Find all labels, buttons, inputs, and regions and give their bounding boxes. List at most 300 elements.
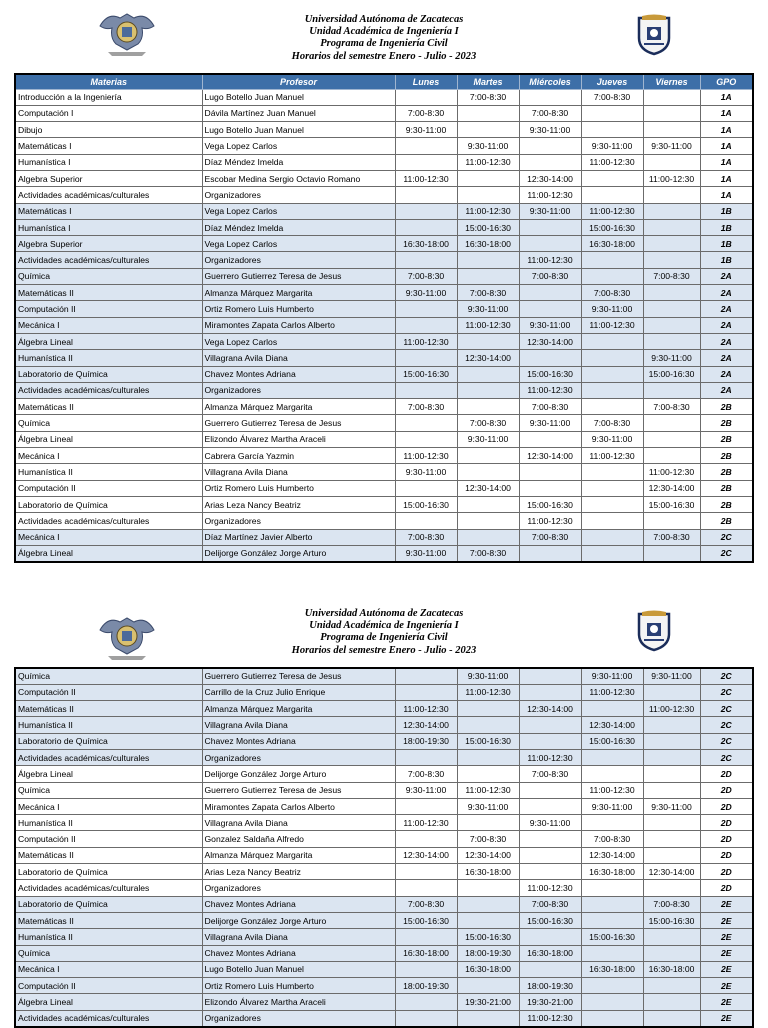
gpo-cell: 2E xyxy=(700,978,753,994)
jueves-cell xyxy=(581,978,643,994)
lunes-cell xyxy=(395,880,457,896)
table-row xyxy=(15,236,753,252)
lunes-cell xyxy=(395,798,457,814)
gpo-cell: 2E xyxy=(700,912,753,928)
materia-cell: Matemáticas I xyxy=(15,138,202,154)
lunes-cell: 18:00-19:30 xyxy=(395,978,457,994)
jueves-cell xyxy=(581,333,643,349)
gpo-cell: 1A xyxy=(700,187,753,203)
miercoles-cell: 15:00-16:30 xyxy=(519,366,581,382)
viernes-cell xyxy=(643,301,700,317)
lunes-cell: 9:30-11:00 xyxy=(395,122,457,138)
martes-cell xyxy=(457,366,519,382)
materia-cell: Matemáticas II xyxy=(15,285,202,301)
materia-cell: Mecánica I xyxy=(15,448,202,464)
materia-cell: Mecánica I xyxy=(15,317,202,333)
viernes-cell xyxy=(643,187,700,203)
viernes-cell xyxy=(643,733,700,749)
martes-cell xyxy=(457,717,519,733)
miercoles-cell: 7:00-8:30 xyxy=(519,399,581,415)
lunes-cell: 7:00-8:30 xyxy=(395,105,457,121)
lunes-cell xyxy=(395,431,457,447)
viernes-cell xyxy=(643,382,700,398)
jueves-cell xyxy=(581,480,643,496)
viernes-cell: 15:00-16:30 xyxy=(643,912,700,928)
table-row xyxy=(15,170,753,186)
lunes-cell xyxy=(395,749,457,765)
table-row xyxy=(15,994,753,1010)
lunes-cell: 7:00-8:30 xyxy=(395,268,457,284)
materia-cell: Matemáticas II xyxy=(15,399,202,415)
viernes-cell xyxy=(643,545,700,561)
martes-cell: 11:00-12:30 xyxy=(457,154,519,170)
materia-cell: Humanística I xyxy=(15,219,202,235)
lunes-cell xyxy=(395,1010,457,1026)
jueves-cell xyxy=(581,912,643,928)
viernes-cell xyxy=(643,89,700,105)
martes-cell xyxy=(457,513,519,529)
jueves-cell: 11:00-12:30 xyxy=(581,448,643,464)
table-row xyxy=(15,733,753,749)
lunes-cell xyxy=(395,154,457,170)
viernes-cell: 9:30-11:00 xyxy=(643,668,700,684)
martes-cell: 7:00-8:30 xyxy=(457,89,519,105)
document-header xyxy=(0,608,768,666)
miercoles-cell: 11:00-12:30 xyxy=(519,187,581,203)
viernes-cell: 11:00-12:30 xyxy=(643,701,700,717)
jueves-cell: 12:30-14:00 xyxy=(581,717,643,733)
viernes-cell xyxy=(643,105,700,121)
table-row xyxy=(15,496,753,512)
gpo-cell: 1A xyxy=(700,154,753,170)
jueves-cell: 11:00-12:30 xyxy=(581,203,643,219)
materia-cell: Computación II xyxy=(15,978,202,994)
gpo-cell: 1A xyxy=(700,89,753,105)
martes-cell xyxy=(457,912,519,928)
viernes-cell: 9:30-11:00 xyxy=(643,138,700,154)
table-row xyxy=(15,301,753,317)
gpo-cell: 1A xyxy=(700,105,753,121)
materia-cell: Álgebra Lineal xyxy=(15,994,202,1010)
viernes-cell xyxy=(643,929,700,945)
table-row xyxy=(15,929,753,945)
table-row xyxy=(15,912,753,928)
lunes-cell: 11:00-12:30 xyxy=(395,333,457,349)
gpo-cell: 2B xyxy=(700,399,753,415)
engineering-shield-emblem-icon xyxy=(636,610,672,652)
gpo-cell: 2B xyxy=(700,431,753,447)
profesor-cell: Vega Lopez Carlos xyxy=(202,236,395,252)
table-row xyxy=(15,268,753,284)
gpo-cell: 2D xyxy=(700,782,753,798)
martes-cell: 16:30-18:00 xyxy=(457,236,519,252)
miercoles-cell: 15:00-16:30 xyxy=(519,496,581,512)
miercoles-cell xyxy=(519,831,581,847)
table-row xyxy=(15,749,753,765)
header-university: Universidad Autónoma de Zacatecas xyxy=(304,608,464,619)
materia-cell: Actividades académicas/culturales xyxy=(15,749,202,765)
profesor-cell: Guerrero Gutierrez Teresa de Jesus xyxy=(202,415,395,431)
gpo-cell: 1B xyxy=(700,203,753,219)
profesor-cell: Chavez Montes Adriana xyxy=(202,733,395,749)
gpo-cell: 2A xyxy=(700,285,753,301)
lunes-cell: 15:00-16:30 xyxy=(395,496,457,512)
miercoles-cell xyxy=(519,684,581,700)
header-unit: Unidad Académica de Ingeniería I xyxy=(309,26,459,38)
jueves-cell: 15:00-16:30 xyxy=(581,929,643,945)
profesor-cell: Villagrana Avila Diana xyxy=(202,464,395,480)
profesor-cell: Escobar Medina Sergio Octavio Romano xyxy=(202,170,395,186)
viernes-cell xyxy=(643,880,700,896)
table-row xyxy=(15,978,753,994)
materia-cell: Humanística II xyxy=(15,929,202,945)
miercoles-cell xyxy=(519,864,581,880)
materia-cell: Laboratorio de Química xyxy=(15,864,202,880)
martes-cell: 9:30-11:00 xyxy=(457,431,519,447)
col-profesor: Profesor xyxy=(202,74,395,89)
gpo-cell: 2B xyxy=(700,464,753,480)
table-row xyxy=(15,317,753,333)
viernes-cell xyxy=(643,317,700,333)
jueves-cell xyxy=(581,170,643,186)
miercoles-cell: 11:00-12:30 xyxy=(519,749,581,765)
martes-cell xyxy=(457,448,519,464)
table-row xyxy=(15,122,753,138)
miercoles-cell: 9:30-11:00 xyxy=(519,815,581,831)
header-unit: Unidad Académica de Ingeniería I xyxy=(309,620,459,632)
gpo-cell: 1A xyxy=(700,138,753,154)
lunes-cell: 9:30-11:00 xyxy=(395,782,457,798)
miercoles-cell: 7:00-8:30 xyxy=(519,766,581,782)
profesor-cell: Organizadores xyxy=(202,513,395,529)
miercoles-cell xyxy=(519,480,581,496)
table-row xyxy=(15,448,753,464)
viernes-cell: 9:30-11:00 xyxy=(643,798,700,814)
table-row xyxy=(15,766,753,782)
jueves-cell: 7:00-8:30 xyxy=(581,415,643,431)
table-row xyxy=(15,464,753,480)
lunes-cell xyxy=(395,89,457,105)
lunes-cell xyxy=(395,252,457,268)
viernes-cell: 11:00-12:30 xyxy=(643,170,700,186)
jueves-cell: 11:00-12:30 xyxy=(581,684,643,700)
martes-cell xyxy=(457,170,519,186)
jueves-cell xyxy=(581,880,643,896)
jueves-cell xyxy=(581,815,643,831)
miercoles-cell xyxy=(519,89,581,105)
jueves-cell: 12:30-14:00 xyxy=(581,847,643,863)
jueves-cell: 16:30-18:00 xyxy=(581,236,643,252)
miercoles-cell: 16:30-18:00 xyxy=(519,945,581,961)
lunes-cell: 15:00-16:30 xyxy=(395,366,457,382)
miercoles-cell xyxy=(519,717,581,733)
schedule-table-1 xyxy=(14,73,754,563)
jueves-cell: 11:00-12:30 xyxy=(581,782,643,798)
viernes-cell: 12:30-14:00 xyxy=(643,864,700,880)
profesor-cell: Vega Lopez Carlos xyxy=(202,203,395,219)
lunes-cell: 11:00-12:30 xyxy=(395,448,457,464)
lunes-cell xyxy=(395,668,457,684)
gpo-cell: 2C xyxy=(700,749,753,765)
profesor-cell: Ortiz Romero Luis Humberto xyxy=(202,480,395,496)
profesor-cell: Almanza Márquez Margarita xyxy=(202,285,395,301)
jueves-cell: 7:00-8:30 xyxy=(581,285,643,301)
materia-cell: Actividades académicas/culturales xyxy=(15,1010,202,1026)
jueves-cell xyxy=(581,464,643,480)
viernes-cell xyxy=(643,847,700,863)
materia-cell: Algebra Superior xyxy=(15,170,202,186)
martes-cell: 12:30-14:00 xyxy=(457,847,519,863)
gpo-cell: 2D xyxy=(700,864,753,880)
profesor-cell: Arias Leza Nancy Beatriz xyxy=(202,864,395,880)
martes-cell: 16:30-18:00 xyxy=(457,864,519,880)
table-row xyxy=(15,415,753,431)
header-semester: Horarios del semestre Enero - Julio - 2023 xyxy=(291,50,477,62)
miercoles-cell xyxy=(519,733,581,749)
lunes-cell: 16:30-18:00 xyxy=(395,945,457,961)
viernes-cell xyxy=(643,978,700,994)
jueves-cell xyxy=(581,350,643,366)
gpo-cell: 2B xyxy=(700,496,753,512)
martes-cell: 7:00-8:30 xyxy=(457,831,519,847)
gpo-cell: 2B xyxy=(700,415,753,431)
martes-cell xyxy=(457,122,519,138)
miercoles-cell xyxy=(519,545,581,561)
materia-cell: Actividades académicas/culturales xyxy=(15,252,202,268)
profesor-cell: Guerrero Gutierrez Teresa de Jesus xyxy=(202,268,395,284)
lunes-cell: 7:00-8:30 xyxy=(395,529,457,545)
profesor-cell: Chavez Montes Adriana xyxy=(202,896,395,912)
schedule-page-2 xyxy=(0,608,768,1024)
table-row xyxy=(15,831,753,847)
table-row xyxy=(15,798,753,814)
jueves-cell xyxy=(581,545,643,561)
miercoles-cell xyxy=(519,154,581,170)
miercoles-cell: 11:00-12:30 xyxy=(519,1010,581,1026)
viernes-cell xyxy=(643,766,700,782)
martes-cell: 15:00-16:30 xyxy=(457,929,519,945)
lunes-cell xyxy=(395,382,457,398)
profesor-cell: Organizadores xyxy=(202,382,395,398)
miercoles-cell: 12:30-14:00 xyxy=(519,170,581,186)
gpo-cell: 2C xyxy=(700,717,753,733)
profesor-cell: Díaz Martínez Javier Alberto xyxy=(202,529,395,545)
jueves-cell: 9:30-11:00 xyxy=(581,138,643,154)
materia-cell: Computación I xyxy=(15,105,202,121)
materia-cell: Humanística II xyxy=(15,717,202,733)
table-row xyxy=(15,285,753,301)
table-row xyxy=(15,896,753,912)
martes-cell xyxy=(457,749,519,765)
table-row xyxy=(15,366,753,382)
martes-cell xyxy=(457,105,519,121)
materia-cell: Álgebra Lineal xyxy=(15,333,202,349)
profesor-cell: Lugo Botello Juan Manuel xyxy=(202,89,395,105)
martes-cell: 11:00-12:30 xyxy=(457,684,519,700)
jueves-cell xyxy=(581,1010,643,1026)
lunes-cell: 11:00-12:30 xyxy=(395,701,457,717)
jueves-cell: 9:30-11:00 xyxy=(581,301,643,317)
jueves-cell: 7:00-8:30 xyxy=(581,89,643,105)
viernes-cell: 7:00-8:30 xyxy=(643,896,700,912)
table-row xyxy=(15,138,753,154)
jueves-cell: 11:00-12:30 xyxy=(581,154,643,170)
materia-cell: Matemáticas II xyxy=(15,912,202,928)
profesor-cell: Lugo Botello Juan Manuel xyxy=(202,961,395,977)
lunes-cell: 9:30-11:00 xyxy=(395,464,457,480)
table-row xyxy=(15,480,753,496)
lunes-cell: 7:00-8:30 xyxy=(395,766,457,782)
lunes-cell xyxy=(395,138,457,154)
gpo-cell: 2E xyxy=(700,896,753,912)
profesor-cell: Vega Lopez Carlos xyxy=(202,333,395,349)
martes-cell: 16:30-18:00 xyxy=(457,961,519,977)
miercoles-cell xyxy=(519,929,581,945)
col-viernes: Viernes xyxy=(643,74,700,89)
profesor-cell: Miramontes Zapata Carlos Alberto xyxy=(202,798,395,814)
jueves-cell: 16:30-18:00 xyxy=(581,864,643,880)
col-materias: Materias xyxy=(15,74,202,89)
jueves-cell xyxy=(581,268,643,284)
materia-cell: Laboratorio de Química xyxy=(15,366,202,382)
martes-cell: 12:30-14:00 xyxy=(457,480,519,496)
table-row xyxy=(15,880,753,896)
gpo-cell: 1B xyxy=(700,236,753,252)
martes-cell: 7:00-8:30 xyxy=(457,545,519,561)
lunes-cell: 11:00-12:30 xyxy=(395,170,457,186)
table-row xyxy=(15,350,753,366)
gpo-cell: 2E xyxy=(700,1010,753,1026)
table-row xyxy=(15,864,753,880)
martes-cell: 19:30-21:00 xyxy=(457,994,519,1010)
gpo-cell: 2C xyxy=(700,733,753,749)
profesor-cell: Organizadores xyxy=(202,187,395,203)
gpo-cell: 2E xyxy=(700,994,753,1010)
lunes-cell xyxy=(395,301,457,317)
miercoles-cell xyxy=(519,464,581,480)
jueves-cell: 11:00-12:30 xyxy=(581,317,643,333)
profesor-cell: Villagrana Avila Diana xyxy=(202,350,395,366)
lunes-cell xyxy=(395,187,457,203)
miercoles-cell: 9:30-11:00 xyxy=(519,122,581,138)
lunes-cell: 9:30-11:00 xyxy=(395,545,457,561)
lunes-cell xyxy=(395,684,457,700)
viernes-cell: 11:00-12:30 xyxy=(643,464,700,480)
profesor-cell: Villagrana Avila Diana xyxy=(202,717,395,733)
miercoles-cell xyxy=(519,301,581,317)
gpo-cell: 2D xyxy=(700,880,753,896)
materia-cell: Humanística I xyxy=(15,154,202,170)
jueves-cell xyxy=(581,749,643,765)
martes-cell xyxy=(457,896,519,912)
lunes-cell xyxy=(395,929,457,945)
martes-cell xyxy=(457,701,519,717)
viernes-cell xyxy=(643,154,700,170)
profesor-cell: Miramontes Zapata Carlos Alberto xyxy=(202,317,395,333)
schedule-table-2 xyxy=(14,667,754,1028)
miercoles-cell xyxy=(519,285,581,301)
gpo-cell: 2B xyxy=(700,480,753,496)
materia-cell: Álgebra Lineal xyxy=(15,766,202,782)
profesor-cell: Delijorge González Jorge Arturo xyxy=(202,912,395,928)
viernes-cell xyxy=(643,831,700,847)
document-header xyxy=(0,0,768,72)
lunes-cell xyxy=(395,219,457,235)
martes-cell xyxy=(457,252,519,268)
table-row xyxy=(15,431,753,447)
lunes-cell: 16:30-18:00 xyxy=(395,236,457,252)
table-row xyxy=(15,105,753,121)
materia-cell: Actividades académicas/culturales xyxy=(15,187,202,203)
miercoles-cell: 11:00-12:30 xyxy=(519,513,581,529)
table-row xyxy=(15,513,753,529)
profesor-cell: Organizadores xyxy=(202,749,395,765)
table-row xyxy=(15,945,753,961)
miercoles-cell: 11:00-12:30 xyxy=(519,382,581,398)
miercoles-cell: 19:30-21:00 xyxy=(519,994,581,1010)
materia-cell: Laboratorio de Química xyxy=(15,733,202,749)
viernes-cell xyxy=(643,994,700,1010)
lunes-cell xyxy=(395,864,457,880)
miercoles-cell xyxy=(519,798,581,814)
lunes-cell xyxy=(395,480,457,496)
viernes-cell xyxy=(643,219,700,235)
table-header xyxy=(15,74,753,89)
profesor-cell: Guerrero Gutierrez Teresa de Jesus xyxy=(202,668,395,684)
gpo-cell: 2D xyxy=(700,847,753,863)
gpo-cell: 1B xyxy=(700,252,753,268)
martes-cell: 7:00-8:30 xyxy=(457,285,519,301)
miercoles-cell: 12:30-14:00 xyxy=(519,701,581,717)
miercoles-cell: 7:00-8:30 xyxy=(519,896,581,912)
col-jueves: Jueves xyxy=(581,74,643,89)
martes-cell xyxy=(457,333,519,349)
jueves-cell xyxy=(581,513,643,529)
table-row xyxy=(15,815,753,831)
jueves-cell: 7:00-8:30 xyxy=(581,831,643,847)
martes-cell: 9:30-11:00 xyxy=(457,798,519,814)
martes-cell xyxy=(457,464,519,480)
gpo-cell: 2D xyxy=(700,815,753,831)
profesor-cell: Cabrera García Yazmin xyxy=(202,448,395,464)
materia-cell: Laboratorio de Química xyxy=(15,896,202,912)
miercoles-cell: 18:00-19:30 xyxy=(519,978,581,994)
table-row xyxy=(15,961,753,977)
martes-cell xyxy=(457,815,519,831)
table-row xyxy=(15,701,753,717)
gpo-cell: 2A xyxy=(700,350,753,366)
table-row xyxy=(15,399,753,415)
miercoles-cell xyxy=(519,236,581,252)
table-row xyxy=(15,89,753,105)
viernes-cell xyxy=(643,236,700,252)
lunes-cell: 12:30-14:00 xyxy=(395,717,457,733)
gpo-cell: 2C xyxy=(700,545,753,561)
materia-cell: Humanística II xyxy=(15,815,202,831)
header-university: Universidad Autónoma de Zacatecas xyxy=(304,14,464,25)
materia-cell: Mecánica I xyxy=(15,798,202,814)
viernes-cell: 15:00-16:30 xyxy=(643,366,700,382)
materia-cell: Química xyxy=(15,668,202,684)
profesor-cell: Villagrana Avila Diana xyxy=(202,929,395,945)
jueves-cell: 9:30-11:00 xyxy=(581,798,643,814)
jueves-cell xyxy=(581,529,643,545)
engineering-shield-emblem-icon xyxy=(636,14,672,56)
viernes-cell: 9:30-11:00 xyxy=(643,350,700,366)
miercoles-cell: 15:00-16:30 xyxy=(519,912,581,928)
gpo-cell: 2C xyxy=(700,668,753,684)
miercoles-cell xyxy=(519,961,581,977)
